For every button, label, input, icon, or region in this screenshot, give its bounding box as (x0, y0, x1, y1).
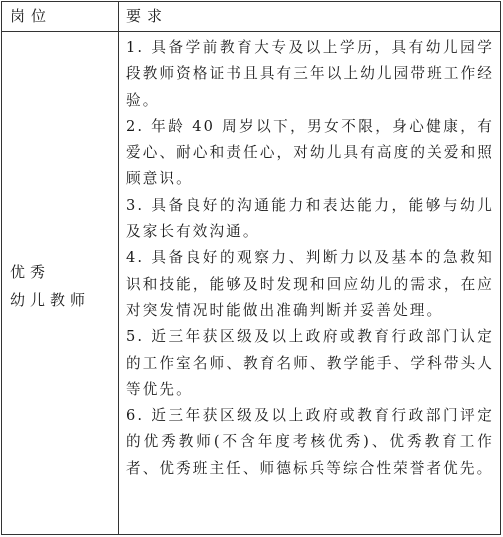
column-divider (118, 2, 119, 534)
requirements-cell (126, 35, 494, 482)
position-cell (10, 258, 114, 314)
requirement-item-2: 2. 年龄 40 周岁以下，男女不限，身心健康，有爱心、耐心和责任心，对幼儿具有高度的关爱和照顾意识。 (126, 117, 494, 188)
requirement-item-4: 4. 具备良好的观察力、判断力以及基本的急救知识和技能，能够及时发现和回应幼儿的需求，在应对突发情况时能做出准确判断并妥善处理。 (126, 249, 494, 319)
requirements-table (1, 1, 501, 535)
position-line-1: 优秀 (10, 263, 51, 281)
requirement-item-6: 6. 近三年获区级及以上政府或教育行政部门评定的优秀教师(不含年度考核优秀)、优秀教育工作者、优秀班主任、师德标兵等综合性荣誉者优先。 (126, 407, 494, 477)
requirement-item-5: 5. 近三年获区级及以上政府或教育行政部门认定的工作室名师、教育名师、教学能手、学科带头人等优先。 (126, 328, 494, 398)
header-requirements: 要求 (126, 7, 169, 25)
requirement-item-1: 1. 具备学前教育大专及以上学历，具有幼儿园学段教师资格证书且具有三年以上幼儿园带班工作经验。 (126, 39, 494, 109)
requirement-item-3: 3. 具备良好的沟通能力和表达能力，能够与幼儿及家长有效沟通。 (126, 196, 494, 241)
header-position: 岗位 (10, 7, 53, 25)
position-line-2: 幼儿教师 (10, 291, 91, 309)
table-header-row (2, 2, 500, 32)
